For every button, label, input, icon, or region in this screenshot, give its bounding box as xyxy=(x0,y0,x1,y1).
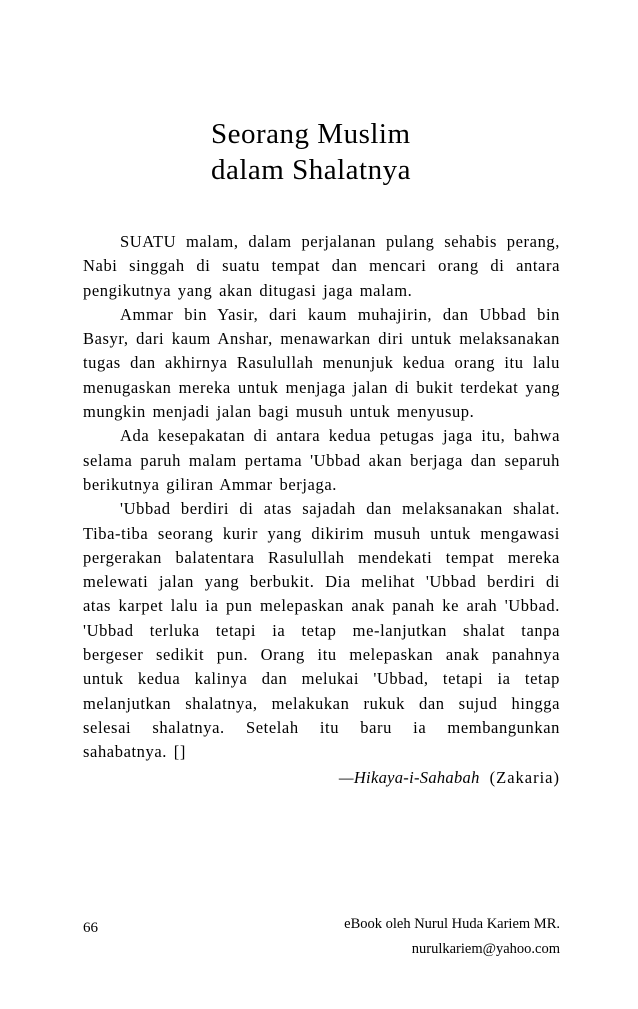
attribution-source: —Hikaya-i-Sahabah xyxy=(338,768,480,787)
footer-credit xyxy=(344,913,560,960)
attribution-author: (Zakaria) xyxy=(489,768,560,787)
title-line-2: dalam Shalatnya xyxy=(211,154,411,186)
attribution xyxy=(339,766,560,790)
footer-credit-line: eBook oleh Nurul Huda Kariem MR. xyxy=(344,916,560,932)
page-title xyxy=(211,116,411,188)
paragraph-4: 'Ubbad berdiri di atas sajadah dan melaksanakan shalat. Tiba-tiba seorang kurir yang dikirim musuh untuk mengawasi pergerakan balatentara Rasulullah mendekati tempat mereka melewati jalan yang berbukit. Dia melihat 'Ubbad berdiri di atas karpet lalu ia pun melepaskan anak panah ke arah 'Ubbad. 'Ubbad terluka tetapi ia tetap me-lanjutkan shalat tanpa bergeser sedikit pun. Orang itu melepaskan anak panahnya untuk kedua kalinya dan melukai 'Ubbad, tetapi ia tetap melanjutkan shalatnya, melakukan rukuk dan sujud hingga selesai shalatnya. Setelah itu baru ia membangunkan sahabatnya. [] xyxy=(83,499,560,762)
paragraph-1: SUATU malam, dalam perjalanan pulang sehabis perang, Nabi singgah di suatu tempat dan mencari orang di antara pengikutnya yang akan ditugasi jaga malam. xyxy=(83,232,560,300)
page-number: 66 xyxy=(83,920,98,936)
story-body xyxy=(83,230,560,765)
footer-email: nurulkariem@yahoo.com xyxy=(411,941,560,957)
paragraph-2: Ammar bin Yasir, dari kaum muhajirin, dan Ubbad bin Basyr, dari kaum Anshar, menawarkan diri untuk melaksanakan tugas dan akhirnya Rasulullah menunjuk kedua orang itu lalu menugaskan mereka untuk menjaga jalan di bukit terdekat yang mungkin menjadi jalan bagi musuh untuk menyusup. xyxy=(83,304,560,422)
paragraph-3: Ada kesepakatan di antara kedua petugas jaga itu, bahwa selama paruh malam pertama 'Ubbad akan berjaga dan separuh berikutnya giliran Ammar berjaga. xyxy=(83,426,560,494)
title-line-1: Seorang Muslim xyxy=(211,118,411,150)
